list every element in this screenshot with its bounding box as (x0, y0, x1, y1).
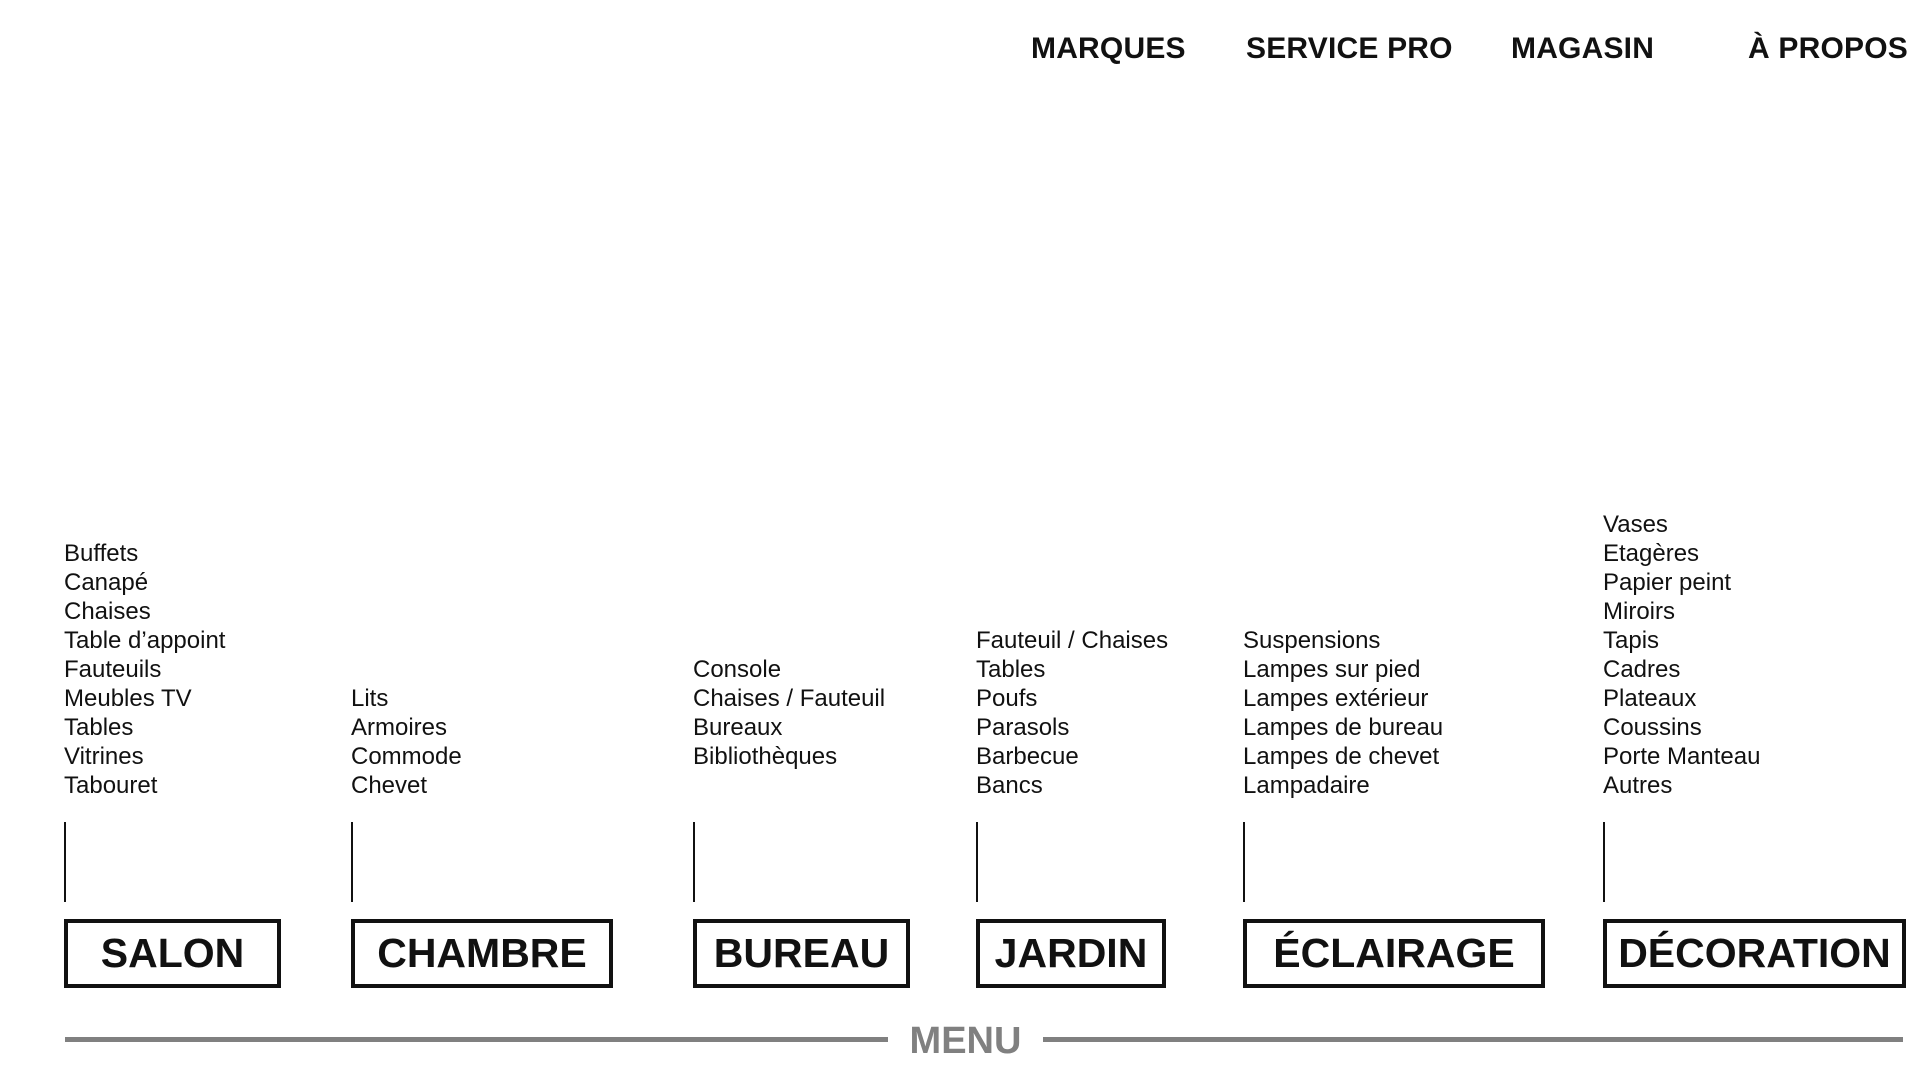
subcategory-link[interactable]: Meubles TV (64, 685, 192, 712)
subcategory-link[interactable]: Tapis (1603, 627, 1660, 654)
subcategory-link[interactable]: Bancs (976, 772, 1043, 799)
subcategory-link[interactable]: Vitrines (64, 743, 144, 770)
category-button-salon[interactable]: SALON (64, 919, 281, 988)
subcategory-link[interactable]: Plateaux (1603, 685, 1697, 712)
subcategory-link[interactable]: Coussins (1603, 714, 1702, 741)
subcategory-link[interactable]: Cadres (1603, 656, 1681, 683)
jardin-subcategory-list (976, 626, 1168, 800)
subcategory-link[interactable]: Lampadaire (1243, 772, 1370, 799)
connector-line (351, 822, 353, 902)
decoration-subcategory-list (1603, 510, 1760, 800)
chambre-subcategory-list (351, 684, 462, 800)
connector-line (1603, 822, 1605, 902)
subcategory-link[interactable]: Lampes de bureau (1243, 714, 1444, 741)
subcategory-link[interactable]: Miroirs (1603, 598, 1675, 625)
subcategory-link[interactable]: Chaises (64, 598, 151, 625)
subcategory-link[interactable]: Parasols (976, 714, 1070, 741)
subcategory-link[interactable]: Table d’appoint (64, 627, 226, 654)
subcategory-link[interactable]: Armoires (351, 714, 448, 741)
bureau-subcategory-list (693, 655, 885, 771)
subcategory-link[interactable]: Fauteuils (64, 656, 162, 683)
subcategory-link[interactable]: Tables (976, 656, 1046, 683)
subcategory-link[interactable]: Chevet (351, 772, 428, 799)
subcategory-link[interactable]: Suspensions (1243, 627, 1381, 654)
category-button-decoration[interactable]: DÉCORATION (1603, 919, 1906, 988)
subcategory-link[interactable]: Vases (1603, 511, 1668, 538)
menu-divider-right (1043, 1037, 1903, 1042)
nav-link-service-pro[interactable]: SERVICE PRO (1246, 32, 1453, 65)
subcategory-link[interactable]: Lits (351, 685, 389, 712)
category-button-eclairage[interactable]: ÉCLAIRAGE (1243, 919, 1545, 988)
subcategory-link[interactable]: Barbecue (976, 743, 1079, 770)
subcategory-link[interactable]: Bureaux (693, 714, 783, 741)
connector-line (1243, 822, 1245, 902)
eclairage-subcategory-list (1243, 626, 1443, 800)
subcategory-link[interactable]: Tabouret (64, 772, 158, 799)
top-navigation (0, 32, 1920, 80)
subcategory-link[interactable]: Lampes extérieur (1243, 685, 1429, 712)
salon-subcategory-list (64, 539, 225, 800)
subcategory-link[interactable]: Porte Manteau (1603, 743, 1761, 770)
subcategory-link[interactable]: Tables (64, 714, 134, 741)
subcategory-link[interactable]: Chaises / Fauteuil (693, 685, 886, 712)
subcategory-link[interactable]: Canapé (64, 569, 149, 596)
category-button-jardin[interactable]: JARDIN (976, 919, 1166, 988)
subcategory-link[interactable]: Etagères (1603, 540, 1700, 567)
subcategory-link[interactable]: Lampes de chevet (1243, 743, 1440, 770)
category-button-chambre[interactable]: CHAMBRE (351, 919, 613, 988)
connector-line (976, 822, 978, 902)
subcategory-link[interactable]: Poufs (976, 685, 1038, 712)
menu-toggle-label[interactable]: MENU (909, 1020, 1022, 1062)
subcategory-link[interactable]: Commode (351, 743, 462, 770)
nav-link-marques[interactable]: MARQUES (1031, 32, 1186, 65)
subcategory-link[interactable]: Autres (1603, 772, 1673, 799)
subcategory-link[interactable]: Buffets (64, 540, 139, 567)
subcategory-link[interactable]: Papier peint (1603, 569, 1732, 596)
connector-line (693, 822, 695, 902)
connector-line (64, 822, 66, 902)
nav-link-magasin[interactable]: MAGASIN (1511, 32, 1655, 65)
subcategory-link[interactable]: Console (693, 656, 782, 683)
subcategory-link[interactable]: Fauteuil / Chaises (976, 627, 1169, 654)
menu-divider-left (65, 1037, 888, 1042)
category-button-bureau[interactable]: BUREAU (693, 919, 910, 988)
subcategory-link[interactable]: Bibliothèques (693, 743, 838, 770)
nav-link-a-propos[interactable]: À PROPOS (1748, 32, 1908, 65)
subcategory-link[interactable]: Lampes sur pied (1243, 656, 1421, 683)
